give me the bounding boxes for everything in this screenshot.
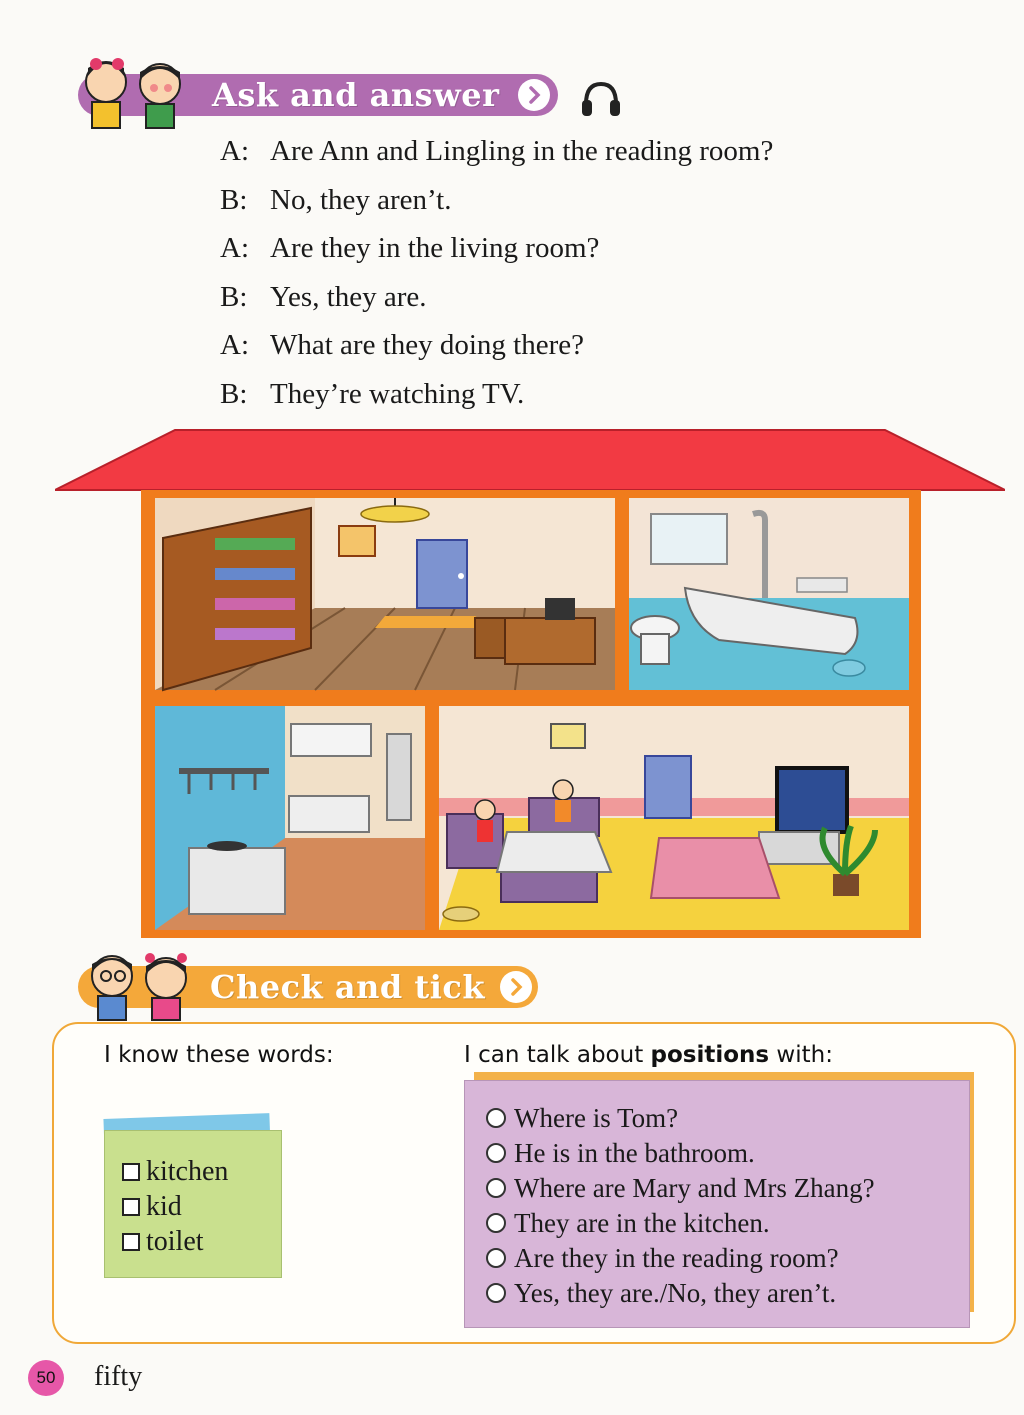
dialogue-line [220,231,599,265]
radio-circle[interactable] [486,1248,506,1268]
radio-circle[interactable] [486,1283,506,1303]
positions-heading-prefix: I can talk about [464,1042,651,1068]
phrase-text: He is in the bathroom. [514,1138,755,1168]
phrase-text: Where are Mary and Mrs Zhang? [514,1173,875,1203]
positions-heading [464,1042,833,1068]
check-and-tick-title: Check and tick [210,968,485,1006]
phrase-text: Where is Tom? [514,1103,679,1133]
bathroom-window [651,514,727,564]
door [645,756,691,818]
radio-circle[interactable] [486,1108,506,1128]
wall-cabinet [291,724,371,756]
speaker-label: A: [220,232,249,264]
phrase-item [486,1137,755,1169]
fridge [387,734,411,820]
bathroom [629,498,909,690]
phrase-item [486,1242,839,1274]
words-heading: I know these words: [104,1042,334,1068]
play-arrow-icon[interactable] [518,79,550,111]
kids-illustration [80,944,200,1024]
word-label: kid [146,1191,182,1222]
stove-counter [189,848,285,914]
speaker-label: B: [220,378,248,410]
positions-heading-bold: positions [650,1042,770,1068]
radio-circle[interactable] [486,1143,506,1163]
wall-clock [551,724,585,748]
dialogue-line [220,280,427,314]
dialogue-text: No, they aren’t. [270,184,452,216]
phrase-item [486,1277,836,1309]
sink-counter [289,796,369,832]
dialogue-text: Are they in the living room? [270,232,600,264]
phrase-text: They are in the kitchen. [514,1208,770,1238]
dialogue-text: What are they doing there? [270,329,585,361]
basin [833,660,865,676]
ask-and-answer-title: Ask and answer [212,76,500,114]
dialogue-line [220,377,524,411]
dialogue-text: Are Ann and Lingling in the reading room? [270,135,774,167]
speaker-label: B: [220,184,248,216]
play-arrow-icon[interactable] [500,971,532,1003]
wok [207,841,247,851]
roof [55,430,1005,490]
radio-circle[interactable] [486,1178,506,1198]
rug [651,838,779,898]
television [777,768,847,832]
dialogue-text: Yes, they are. [270,281,427,313]
checkbox[interactable] [122,1198,140,1216]
living-room [439,706,909,930]
dialogue-line [220,134,773,168]
kids-illustration [76,52,196,132]
dialogue-text: They’re watching TV. [270,378,525,410]
speaker-label: A: [220,329,249,361]
page-number-word: fifty [94,1361,143,1392]
page-number: 50 [28,1360,64,1396]
radio-circle[interactable] [486,1213,506,1233]
phrase-text: Yes, they are./No, they aren’t. [514,1278,837,1308]
positions-heading-suffix: with: [769,1042,833,1068]
headphones-icon[interactable] [578,78,624,118]
phrase-text: Are they in the reading room? [514,1243,839,1273]
dialogue-line [220,328,584,362]
wall-picture [339,526,375,556]
speaker-label: A: [220,135,249,167]
kitchen [155,706,425,930]
shelf [797,578,847,592]
reading-room [155,498,615,690]
checkbox[interactable] [122,1233,140,1251]
word-item [122,1156,228,1188]
phrase-item [486,1207,770,1239]
checkbox[interactable] [122,1163,140,1181]
word-item [122,1191,182,1223]
dialogue-line [220,183,451,217]
house-illustration [55,428,1005,940]
phrase-item [486,1102,678,1134]
phrase-item [486,1172,875,1204]
basket [443,907,479,921]
word-label: kitchen [146,1156,229,1187]
word-label: toilet [146,1226,204,1257]
speaker-label: B: [220,281,248,313]
word-item [122,1226,204,1258]
